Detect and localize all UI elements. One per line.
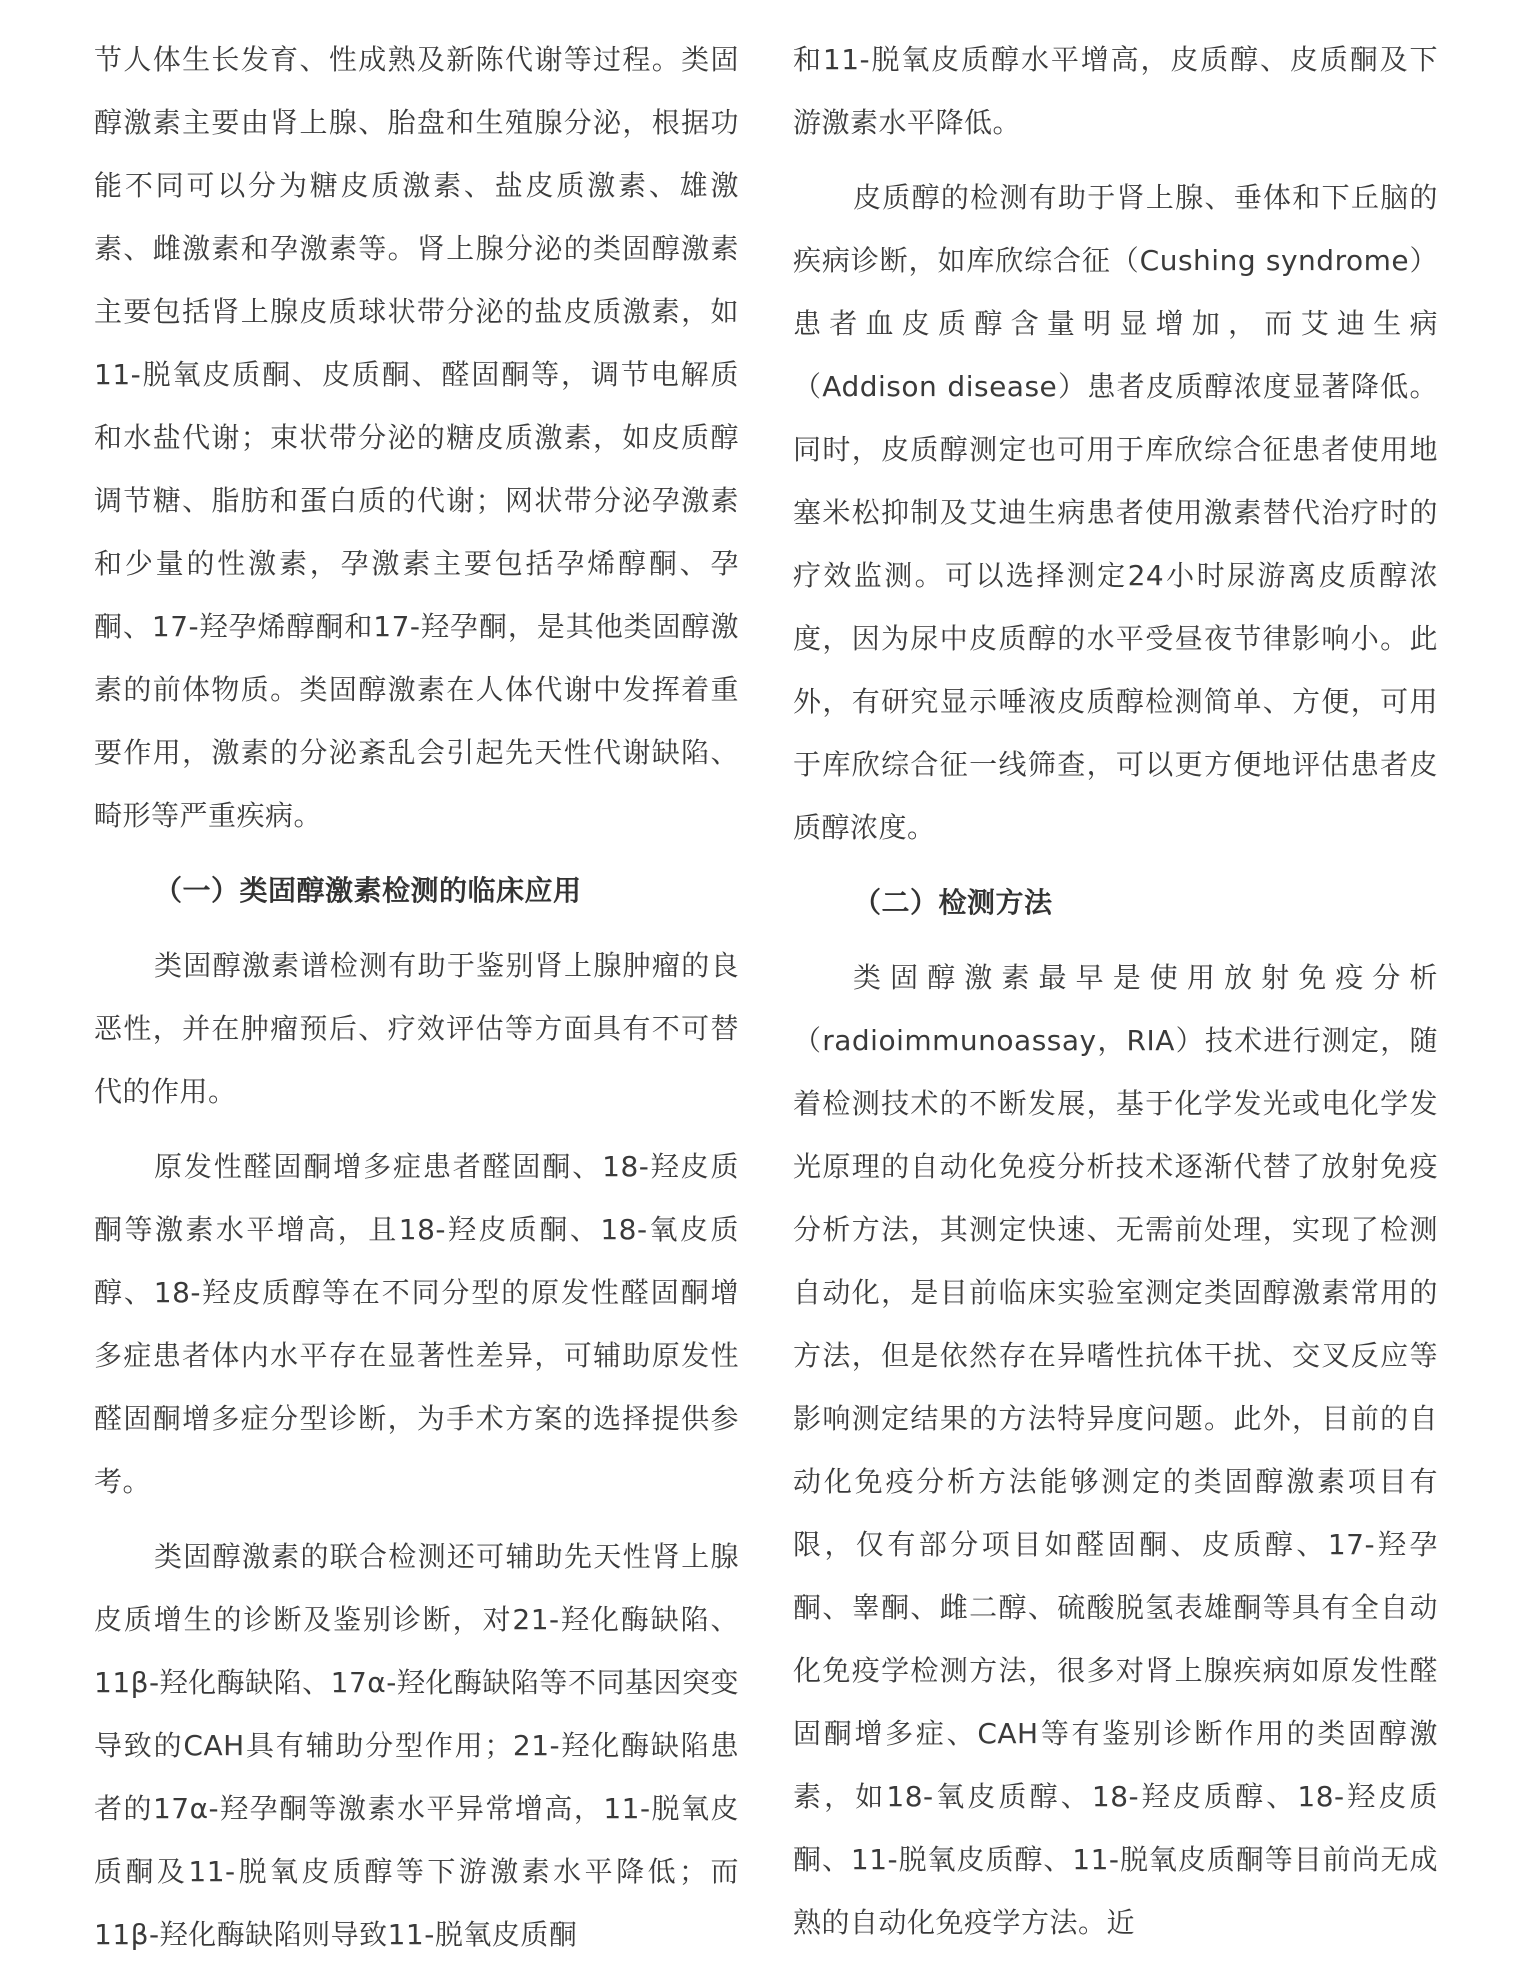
paragraph-aldosteronism: 原发性醛固酮增多症患者醛固酮、18-羟皮质酮等激素水平增高，且18-羟皮质酮、18-氧皮质醇、18-羟皮质醇等在不同分型的原发性醛固酮增多症患者体内水平存在显著性差异，可辅助原发性醛固酮增多症分型诊断，为手术方案的选择提供参考。 bbox=[94, 1150, 739, 1498]
section-heading-clinical-application: （一）类固醇激素检测的临床应用 bbox=[154, 874, 582, 907]
paragraph-detection-methods: 类固醇激素最早是使用放射免疫分析（radioimmunoassay，RIA）技术进行测定，随着检测技术的不断发展，基于化学发光或电化学发光原理的自动化免疫分析技术逐渐代替了放射免疫分析方法，其测定快速、无需前处理，实现了检测自动化，是目前临床实验室测定类固醇激素常用的方法，但是依然存在异嗜性抗体干扰、交叉反应等影响测定结果的方法特异度问题。此外，目前的自动化免疫分析方法能够测定的类固醇激素项目有限，仅有部分项目如醛固酮、皮质醇、17-羟孕酮、睾酮、雌二醇、硫酸脱氢表雄酮等具有全自动化免疫学检测方法，很多对肾上腺疾病如原发性醛固酮增多症、CAH等有鉴别诊断作用的类固醇激素，如18-氧皮质醇、18-羟皮质醇、18-羟皮质酮、11-脱氧皮质醇、11-脱氧皮质酮等目前尚无成熟的自动化免疫学方法。近 bbox=[793, 961, 1438, 1939]
paragraph-cah-continued: 和11-脱氧皮质醇水平增高，皮质醇、皮质酮及下游激素水平降低。 bbox=[793, 43, 1438, 139]
paragraph-cah: 类固醇激素的联合检测还可辅助先天性肾上腺皮质增生的诊断及鉴别诊断，对21-羟化酶缺陷、11β-羟化酶缺陷、17α-羟化酶缺陷等不同基因突变导致的CAH具有辅助分型作用；21-羟化酶缺陷患者的17α-羟孕酮等激素水平异常增高，11-脱氧皮质酮及11-脱氧皮质醇等下游激素水平降低；而11β-羟化酶缺陷则导致11-脱氧皮质酮 bbox=[94, 1540, 739, 1951]
section-heading-detection-methods: （二）检测方法 bbox=[853, 886, 1053, 919]
paragraph-cortisol: 皮质醇的检测有助于肾上腺、垂体和下丘脑的疾病诊断，如库欣综合征（Cushing syndrome）患者血皮质醇含量明显增加，而艾迪生病（Addison disease）患者皮质醇浓度显著降低。同时，皮质醇测定也可用于库欣综合征患者使用地塞米松抑制及艾迪生病患者使用激素替代治疗时的疗效监测。可以选择测定24小时尿游离皮质醇浓度，因为尿中皮质醇的水平受昼夜节律影响小。此外，有研究显示唾液皮质醇检测简单、方便，可用于库欣综合征一线筛查，可以更方便地评估患者皮质醇浓度。 bbox=[793, 181, 1438, 844]
left-column bbox=[94, 28, 739, 1978]
paragraph-intro-continued: 节人体生长发育、性成熟及新陈代谢等过程。类固醇激素主要由肾上腺、胎盘和生殖腺分泌，根据功能不同可以分为糖皮质激素、盐皮质激素、雄激素、雌激素和孕激素等。肾上腺分泌的类固醇激素主要包括肾上腺皮质球状带分泌的盐皮质激素，如11-脱氧皮质酮、皮质酮、醛固酮等，调节电解质和水盐代谢；束状带分泌的糖皮质激素，如皮质醇调节糖、脂肪和蛋白质的代谢；网状带分泌孕激素和少量的性激素，孕激素主要包括孕烯醇酮、孕酮、17-羟孕烯醇酮和17-羟孕酮，是其他类固醇激素的前体物质。类固醇激素在人体代谢中发挥着重要作用，激素的分泌紊乱会引起先天性代谢缺陷、畸形等严重疾病。 bbox=[94, 43, 739, 832]
right-column bbox=[793, 28, 1438, 1966]
paragraph-adrenal-tumor: 类固醇激素谱检测有助于鉴别肾上腺肿瘤的良恶性，并在肿瘤预后、疗效评估等方面具有不可替代的作用。 bbox=[94, 949, 739, 1108]
